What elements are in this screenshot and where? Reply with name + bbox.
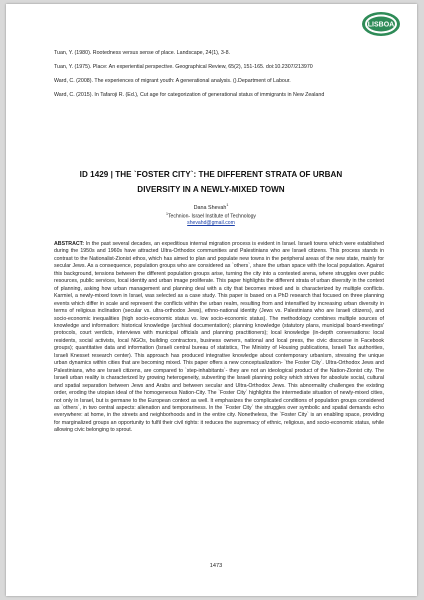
paper-header — [36, 167, 386, 226]
author-affiliation — [36, 211, 386, 220]
conference-logo — [361, 11, 401, 37]
author-email-link[interactable]: shevahd@gmail.com — [187, 220, 235, 227]
reference-item: Tuan, Y. (1980). Rootedness versus sense of place. Landscape, 24(1), 3-8. — [54, 50, 230, 56]
reference-item: Tuan, Y. (1975). Place: An experiential perspective. Geographical Review, 65(2), 151-165. doi:10.2307/213970 — [54, 63, 313, 70]
abstract-label: ABSTRACT: — [54, 241, 85, 247]
reference-item: Ward, C. (2015). In Tafaroji R. (Ed.), Cut age for categorization of generational status of immigrants in New Zealand — [54, 91, 325, 98]
abstract-paragraph — [54, 241, 384, 435]
abstract-text: In the past several decades, an expeditious internal migration process is evident in Israel. Israeli towns which were established during the 1950s and 1960s have attracted Ultra-Orthodox communities and Palestinians who are Israeli citizens. This process stands in contrast to the Nationalist-Zionist ethos, which has aimed to plan and populate new towns in the peripheral areas of the new state, mainly for secular Jews. As a consequence, population groups who are considered as `others`, share the urban space with the local population. Against this background, tensions between the different population groups arise, turning the city into a contested arena, where struggles over public resources, public services, local identity and urban image proliferate. This paper highlights the different strata of urban diversity in the context of planning, asking how urban management and planning deal with a city that becomes mixed and is characterized by multiple conflicts. Karmiel, a newly-mixed town in Israel, was selected as a case study. This paper is based on a PhD research that focused on three planning events which differ in scale and represent the conflicts within the urban realm, resulting from and intensified by increasing urban diversity in terms of religious inclination (secular vs. ultra-orthodox Jews), ethno-national identity (Jews vs. Palestinians who are Israeli citizens), and socio-economic inequalities (high socio-economic status vs. low socio-economic status). The methodology combines multiple sources of knowledge and information: historical knowledge (archival documentation); planning knowledge (statutory plans, municipal board-meetings' protocols, court verdicts, interviews with municipal officials and planning practitioners); local knowledge (in-depth conversations: local residents, social activists, local NGOs, building contractors, business owners, national and local press, the civic discourse in Facebook groups); quantitative data and information (Israeli central bureau of statistics, The Ministry of Housing publications, Israeli Tax authorities, Israeli Knesset research center). This approach has produced integrative knowledge about contemporary urbanism, stressing the unique urban dynamics within cities that are becoming mixed. This paper offers a new conceptualization- `the Foster City`. Ultra-Orthodox Jews and Palestinians, who are Israeli citizens, are compared to `step-inhabitants`- they are not an ideological product of the Nation-Zionist city. The Israeli urban reality is characterized by growing heterogeneity, subverting the Israeli planning policy which strives for absolute social, cultural and spatial separation between Jews and Arabs and between secular and Ultra-Orthodox Jews. This abnormality challenges the existing order, eroding the utopian ideal of the homogeneous Nation-City. The `Foster City` highlights the intermediate situation of newly-mixed cities, not only in Israel, but is germane to the European context as well. It emphasizes the complicated conditions of population groups considered as `others`, in two central aspects: alienation and temporariness. In the `Foster City` the struggles over symbolic and spatial demands echo everywhere: at home, in the streets and neighborhoods and in the entire city. Nonetheless, the `Foster City` is an enabling space, providing for marginalized groups an opportunity to fulfil their civil rights: it reduces the supremacy of ethnic, religious, and socio-economic status, while allowing civic belonging to sprout. — [54, 241, 384, 434]
affiliation-superscript: 1 — [166, 212, 169, 217]
author-name — [36, 202, 386, 211]
paper-title — [36, 167, 386, 197]
paper-title-line1: ID 1429 | THE `FOSTER CITY`: THE DIFFERENT STRATA OF URBAN — [79, 170, 343, 179]
logo-text: LISBOA — [367, 21, 395, 29]
paper-title-line2: DIVERSITY IN A NEWLY-MIXED TOWN — [137, 185, 285, 194]
reference-item: Ward, C. (2008). The experiences of migrant youth: A generational analysis. ().Department of Labour. — [54, 77, 291, 84]
page-number: 1473 — [209, 563, 223, 569]
paper-page — [6, 4, 417, 596]
author-name-text: Dana Shevah — [193, 204, 227, 211]
author-superscript: 1 — [226, 203, 229, 207]
affiliation-text: Technion- Israel Institute of Technology — [168, 214, 256, 221]
references-list — [54, 50, 384, 106]
